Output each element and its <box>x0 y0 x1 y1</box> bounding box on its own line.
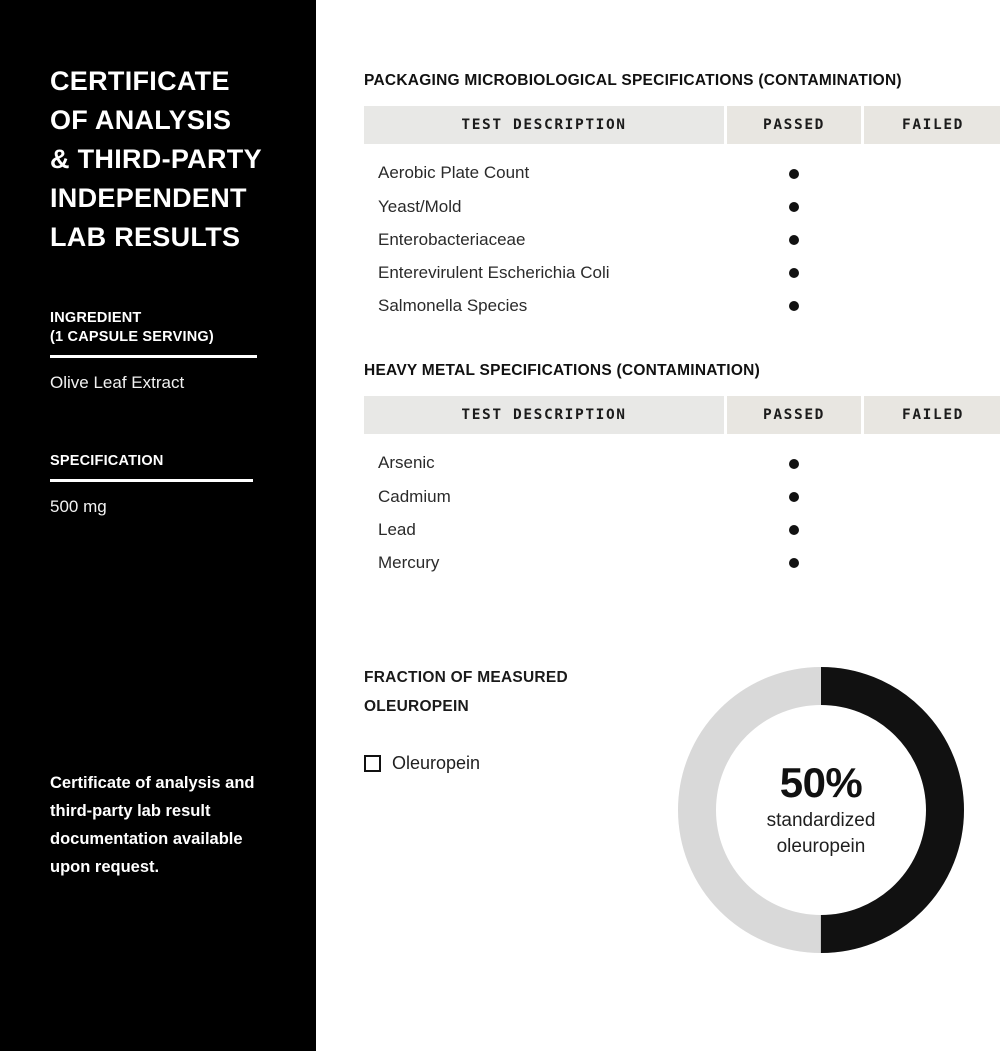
donut-sublabel-line-2: oleuropein <box>776 836 866 857</box>
table-row <box>364 289 1000 322</box>
specification-value: 500 mg <box>50 497 107 516</box>
chart-title-line-2: OLEUROPEIN <box>364 698 469 715</box>
dot-icon <box>789 558 799 568</box>
table-row <box>364 256 1000 289</box>
specification-divider <box>50 479 253 482</box>
microbiological-table <box>364 106 1000 322</box>
failed-mark <box>863 513 1000 546</box>
passed-mark <box>726 289 863 322</box>
dot-icon <box>789 492 799 502</box>
dot-icon <box>789 525 799 535</box>
dot-icon <box>789 202 799 212</box>
test-description: Salmonella Species <box>378 295 528 315</box>
passed-mark <box>726 190 863 223</box>
legend-swatch-icon <box>364 755 381 772</box>
heavy-metal-table <box>364 396 1000 579</box>
page-title <box>50 62 270 257</box>
ingredient-block <box>50 309 270 395</box>
chart-title-line-1: FRACTION OF MEASURED <box>364 669 568 686</box>
table-header <box>364 396 1000 434</box>
donut-chart-svg <box>666 655 976 965</box>
main-content <box>316 0 1000 1051</box>
test-description: Lead <box>378 519 416 539</box>
failed-mark <box>863 190 1000 223</box>
section-heavy-metal <box>364 360 1000 579</box>
title-line-5: LAB RESULTS <box>50 222 241 252</box>
column-header-passed: PASSED <box>726 396 863 434</box>
column-header-failed: FAILED <box>863 106 1000 144</box>
specification-label: SPECIFICATION <box>50 453 164 469</box>
title-line-4: INDEPENDENT <box>50 183 247 213</box>
test-description: Yeast/Mold <box>378 196 462 216</box>
donut-sublabel-line-1: standardized <box>766 810 876 831</box>
ingredient-label-line2: (1 CAPSULE SERVING) <box>50 329 214 345</box>
column-header-passed: PASSED <box>726 106 863 144</box>
table-row <box>364 546 1000 579</box>
passed-mark <box>726 546 863 579</box>
dot-icon <box>789 459 799 469</box>
table-row <box>364 513 1000 546</box>
test-description: Mercury <box>378 552 440 572</box>
microbiological-heading: PACKAGING MICROBIOLOGICAL SPECIFICATIONS (CONTAMINATION) <box>364 72 902 89</box>
title-line-3: & THIRD-PARTY <box>50 144 262 174</box>
dot-icon <box>789 268 799 278</box>
column-header-test-description: TEST DESCRIPTION <box>364 396 726 434</box>
footnote-text: Certificate of analysis and third-party lab result documentation available upon request. <box>50 773 255 876</box>
donut-percent-value: 50% <box>779 759 863 806</box>
dot-icon <box>789 301 799 311</box>
test-description: Enterevirulent Escherichia Coli <box>378 262 610 282</box>
specification-block <box>50 452 270 519</box>
passed-mark <box>726 434 863 480</box>
test-description: Aerobic Plate Count <box>378 163 530 182</box>
passed-mark <box>726 223 863 256</box>
test-description: Cadmium <box>378 486 451 506</box>
dot-icon <box>789 235 799 245</box>
failed-mark <box>863 434 1000 480</box>
title-line-1: CERTIFICATE <box>50 66 230 96</box>
table-row <box>364 144 1000 190</box>
failed-mark <box>863 256 1000 289</box>
table-header <box>364 106 1000 144</box>
test-description: Arsenic <box>378 453 435 472</box>
failed-mark <box>863 144 1000 190</box>
chart-title <box>364 663 624 721</box>
passed-mark <box>726 144 863 190</box>
ingredient-divider <box>50 355 257 358</box>
dot-icon <box>789 169 799 179</box>
ingredient-label-line1: INGREDIENT <box>50 310 142 326</box>
table-row <box>364 190 1000 223</box>
passed-mark <box>726 480 863 513</box>
passed-mark <box>726 256 863 289</box>
table-row <box>364 223 1000 256</box>
test-description: Enterobacteriaceae <box>378 229 526 249</box>
failed-mark <box>863 223 1000 256</box>
table-row <box>364 434 1000 480</box>
legend-label: Oleuropein <box>392 753 481 773</box>
ingredient-value: Olive Leaf Extract <box>50 373 185 392</box>
sidebar <box>0 0 316 1051</box>
title-line-2: OF ANALYSIS <box>50 105 232 135</box>
failed-mark <box>863 546 1000 579</box>
donut-chart <box>666 655 976 965</box>
section-oleuropein-chart <box>364 663 1000 993</box>
heavy-metal-heading: HEAVY METAL SPECIFICATIONS (CONTAMINATION) <box>364 362 760 379</box>
failed-mark <box>863 480 1000 513</box>
passed-mark <box>726 513 863 546</box>
section-microbiological <box>364 70 1000 322</box>
failed-mark <box>863 289 1000 322</box>
column-header-test-description: TEST DESCRIPTION <box>364 106 726 144</box>
table-row <box>364 480 1000 513</box>
column-header-failed: FAILED <box>863 396 1000 434</box>
